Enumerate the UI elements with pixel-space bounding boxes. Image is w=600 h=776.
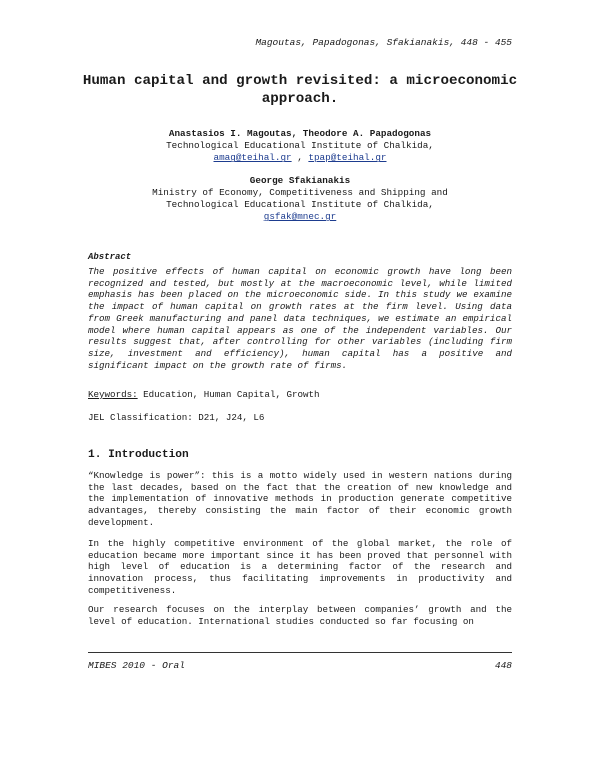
body-paragraph: In the highly competitive environment of the global market, the role of education became more important since it has been proved that personnel with high level of education is a determining factor of the research and innovation process, thus facilitating improvements in productivity and competitiveness.	[88, 538, 512, 596]
keywords-label: Keywords:	[88, 389, 138, 400]
authors-block	[60, 128, 540, 223]
keywords-line	[88, 389, 512, 400]
footer-conference: MIBES 2010 - Oral	[88, 660, 185, 671]
affiliation-line: Technological Educational Institute of Chalkida,	[166, 199, 434, 211]
page-number: 448	[494, 660, 512, 671]
authors-line: Anastasios I. Magoutas, Theodore A. Papadogonas	[168, 128, 432, 139]
email-link[interactable]: gsfak@mnec.gr	[263, 211, 337, 223]
email-link[interactable]: amag@teihal.gr	[213, 152, 292, 164]
jel-classification: JEL Classification: D21, J24, L6	[88, 412, 265, 423]
abstract-text: The positive effects of human capital on economic growth have long been recognized and tested, but mostly at the macroeconomic level, while limited emphasis has been placed on the microeconomic side. In this study we examine the impact of human capital on growth rates at the firm level. Using data from Greek manufacturing and panel data techniques, we estimate an empirical model where human capital appears as one of the independent variables. Our results suggest that, after controlling for other variables (including firm size, investment and efficiency), human capital has a positive and significant impact on the growth rate of firms.	[88, 266, 512, 371]
spacer	[60, 165, 540, 175]
footer-divider	[88, 652, 512, 653]
abstract-heading: Abstract	[88, 252, 132, 262]
email-link[interactable]: tpap@teihal.gr	[308, 152, 387, 164]
email-separator: ,	[297, 152, 303, 164]
affiliation-line: Technological Educational Institute of Chalkida,	[166, 140, 434, 152]
paper-title: Human capital and growth revisited: a microeconomic approach.	[82, 73, 518, 107]
body-paragraph: “Knowledge is power”: this is a motto widely used in western nations during the last decades, based on the fact that the creation of new knowledge and the implementation of innovative methods in production generate competitive advantages, thereby consisting the main factor of their economic growth development.	[88, 470, 512, 528]
running-head: Magoutas, Papadogonas, Sfakianakis, 448 - 455	[255, 37, 512, 48]
section-heading: 1. Introduction	[88, 449, 189, 461]
affiliation-line: Ministry of Economy, Competitiveness and Shipping and	[152, 186, 448, 198]
body-paragraph: Our research focuses on the interplay between companies’ growth and the level of education. International studies conducted so far focusing on	[88, 604, 512, 627]
email-line	[60, 152, 540, 164]
keywords-value: Education, Human Capital, Growth	[143, 389, 320, 400]
author-name: George Sfakianakis	[249, 174, 351, 186]
